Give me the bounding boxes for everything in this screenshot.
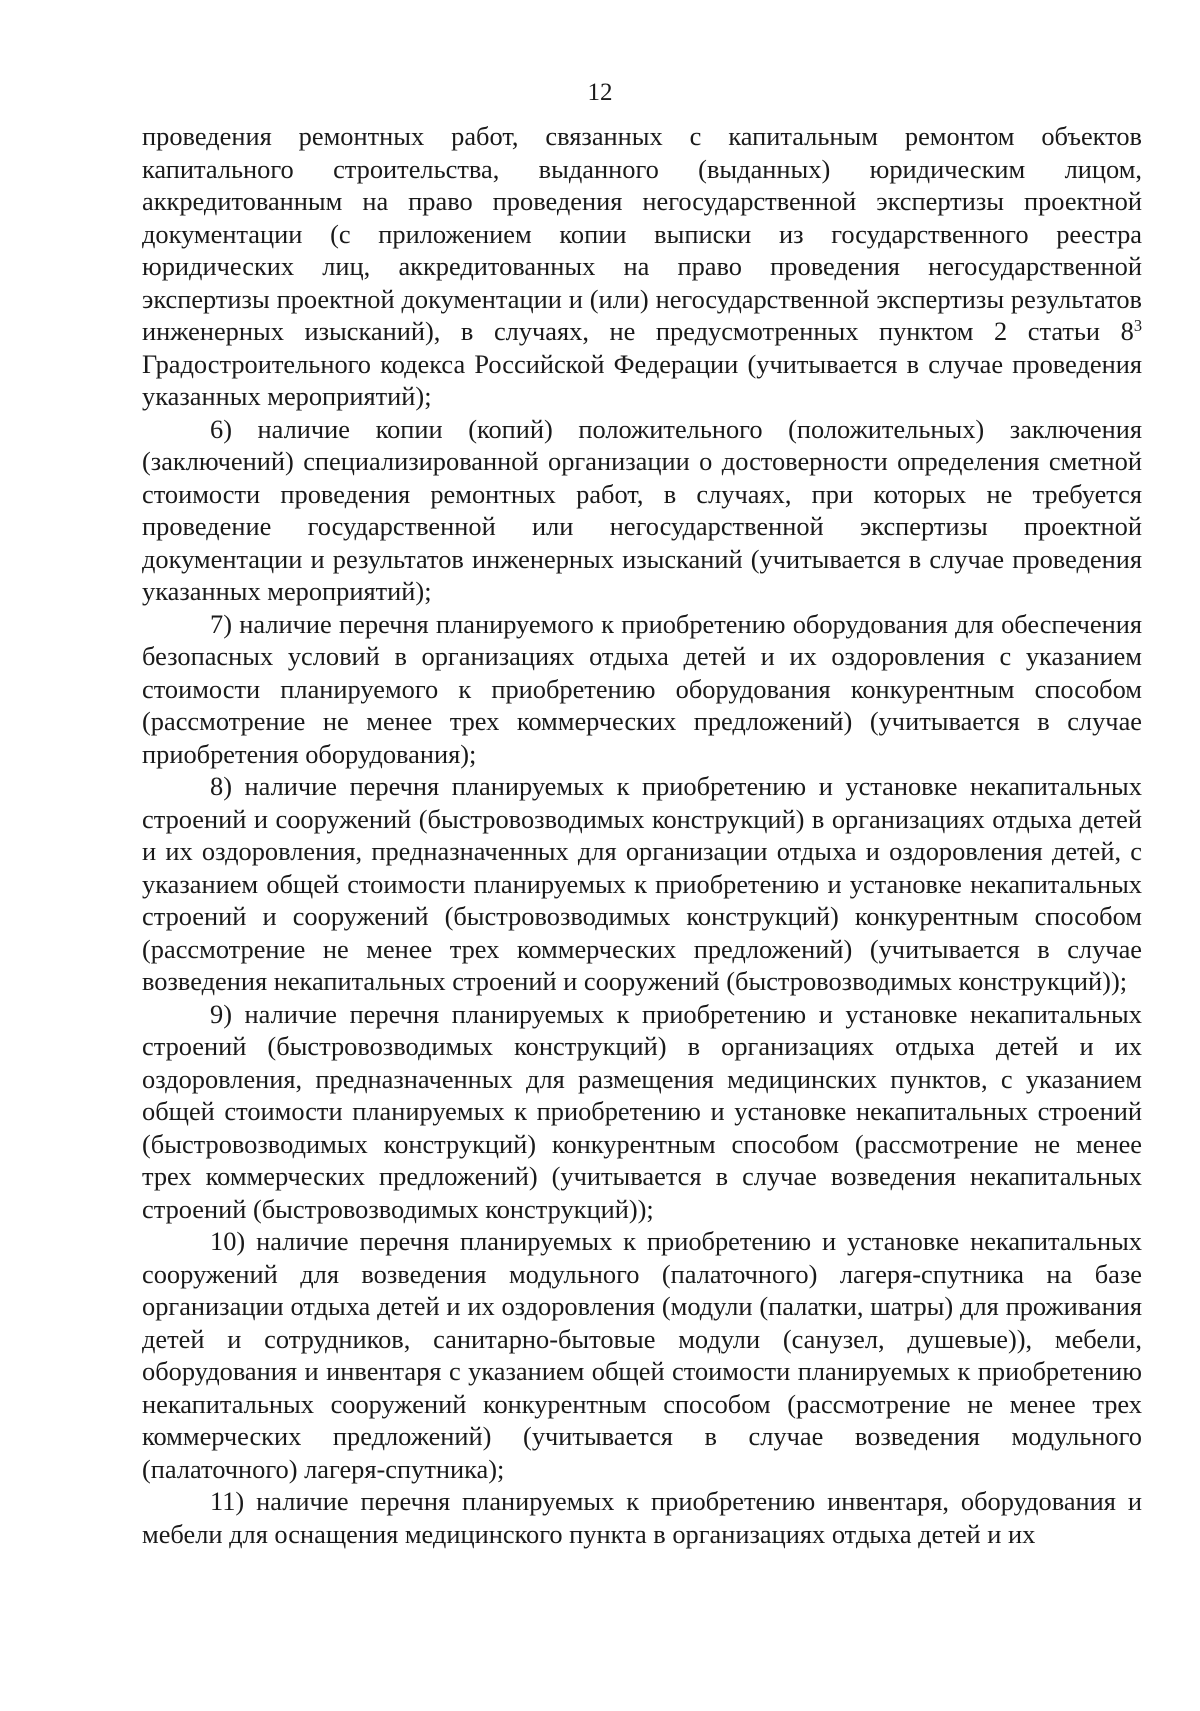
list-item-11: 11) наличие перечня планируемых к приобретению инвентаря, оборудования и мебели для оснащения медицинского пункта в организациях отдыха детей и их	[142, 1486, 1142, 1549]
list-item-8: 8) наличие перечня планируемых к приобретению и установке некапитальных строений и сооружений (быстровозводимых конструкций) в организациях отдыха детей и их оздоровления, предназначенных для организации отдыха и оздоровления детей, с указанием общей стоимости планируемых к приобретению и установке некапитальных строений и сооружений (быстровозводимых конструкций) конкурентным способом (рассмотрение не менее трех коммерческих предложений) (учитывается в случае возведения некапитальных строений и сооружений (быстровозводимых конструкций));	[142, 771, 1142, 996]
document-body	[142, 120, 1142, 1550]
page-number: 12	[587, 79, 613, 106]
paragraph-text-part: Градостроительного кодекса Российской Федерации (учитывается в случае проведения указанных мероприятий);	[142, 348, 1142, 411]
list-item-9: 9) наличие перечня планируемых к приобретению и установке некапитальных строений (быстровозводимых конструкций) в организациях отдыха детей и их оздоровления, предназначенных для размещения медицинских пунктов, с указанием общей стоимости планируемых к приобретению и установке некапитальных строений (быстровозводимых конструкций) конкурентным способом (рассмотрение не менее трех коммерческих предложений) (учитывается в случае возведения некапитальных строений (быстровозводимых конструкций));	[142, 998, 1142, 1224]
superscript-article-number: 3	[1133, 316, 1142, 335]
paragraph-text-part: проведения ремонтных работ, связанных с капитальным ремонтом объектов капитального строительства, выданного (выданных) юридическим лицом, аккредитованным на право проведения негосударственной экспертизы проектной документации (с приложением копии выписки из государственного реестра юридических лиц, аккредитованных на право проведения негосударственной экспертизы проектной документации и (или) негосударственной экспертизы результатов инженерных изысканий), в случаях, не предусмотренных пунктом 2 статьи 8	[142, 121, 1142, 346]
list-item-7: 7) наличие перечня планируемого к приобретению оборудования для обеспечения безопасных условий в организациях отдыха детей и их оздоровления с указанием стоимости планируемого к приобретению оборудования конкурентным способом (рассмотрение не менее трех коммерческих предложений) (учитывается в случае приобретения оборудования);	[142, 608, 1142, 769]
list-item-10: 10) наличие перечня планируемых к приобретению и установке некапитальных сооружений для возведения модульного (палаточного) лагеря-спутника на базе организации отдыха детей и их оздоровления (модули (палатки, шатры) для проживания детей и сотрудников, санитарно-бытовые модули (санузел, душевые)), мебели, оборудования и инвентаря с указанием общей стоимости планируемых к приобретению некапитальных сооружений конкурентным способом (рассмотрение не менее трех коммерческих предложений) (учитывается в случае возведения модульного (палаточного) лагеря-спутника);	[142, 1226, 1142, 1484]
paragraph-continuation	[142, 120, 1142, 413]
list-item-6: 6) наличие копии (копий) положительного (положительных) заключения (заключений) специализированной организации о достоверности определения сметной стоимости проведения ремонтных работ, в случаях, при которых не требуется проведение государственной или негосударственной экспертизы проектной документации и результатов инженерных изысканий (учитывается в случае проведения указанных мероприятий);	[142, 413, 1142, 606]
